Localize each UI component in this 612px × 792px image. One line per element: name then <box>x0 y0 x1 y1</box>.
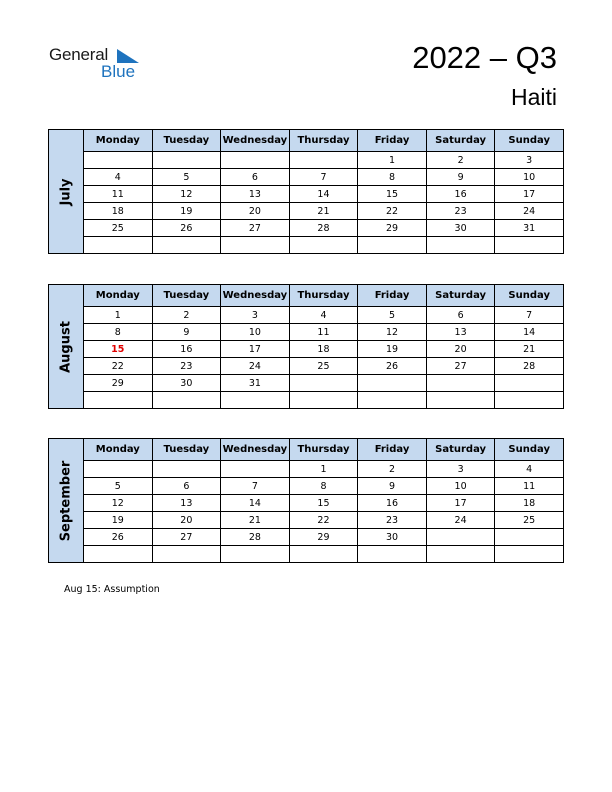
day-cell: 17 <box>426 495 495 512</box>
month-label <box>49 285 84 409</box>
day-cell <box>221 392 290 409</box>
day-cell <box>221 237 290 254</box>
day-cell: 8 <box>358 169 427 186</box>
day-cell: 29 <box>289 529 358 546</box>
day-cell: 27 <box>221 220 290 237</box>
week-row <box>49 546 564 563</box>
week-row <box>49 307 564 324</box>
day-cell: 4 <box>289 307 358 324</box>
week-row <box>49 152 564 169</box>
day-cell <box>221 152 290 169</box>
day-cell: 29 <box>358 220 427 237</box>
weekday-header: Tuesday <box>152 130 221 152</box>
weekday-header: Saturday <box>426 285 495 307</box>
day-cell: 4 <box>495 461 564 478</box>
day-cell <box>84 546 153 563</box>
week-row <box>49 203 564 220</box>
weekday-header: Monday <box>84 130 153 152</box>
day-cell: 30 <box>426 220 495 237</box>
day-cell: 18 <box>495 495 564 512</box>
day-cell: 16 <box>152 341 221 358</box>
day-cell: 22 <box>289 512 358 529</box>
weekday-header: Wednesday <box>221 439 290 461</box>
week-row <box>49 220 564 237</box>
day-cell: 25 <box>84 220 153 237</box>
day-cell <box>495 375 564 392</box>
day-cell <box>152 546 221 563</box>
day-cell: 18 <box>289 341 358 358</box>
weekday-header: Thursday <box>289 439 358 461</box>
day-cell: 7 <box>289 169 358 186</box>
day-cell: 13 <box>221 186 290 203</box>
day-cell: 6 <box>152 478 221 495</box>
day-cell: 6 <box>221 169 290 186</box>
day-cell: 31 <box>495 220 564 237</box>
day-cell: 2 <box>358 461 427 478</box>
month-name: July <box>58 177 74 206</box>
logo-general-text: General <box>49 45 109 64</box>
week-row <box>49 237 564 254</box>
day-cell: 4 <box>84 169 153 186</box>
day-cell: 26 <box>152 220 221 237</box>
day-cell <box>426 546 495 563</box>
weekday-header: Sunday <box>495 285 564 307</box>
day-cell: 29 <box>84 375 153 392</box>
day-cell: 15 <box>358 186 427 203</box>
day-cell: 3 <box>426 461 495 478</box>
week-row <box>49 169 564 186</box>
weekday-header: Tuesday <box>152 439 221 461</box>
day-cell: 21 <box>495 341 564 358</box>
day-cell: 12 <box>358 324 427 341</box>
day-cell: 7 <box>221 478 290 495</box>
week-row <box>49 358 564 375</box>
weekday-header: Wednesday <box>221 285 290 307</box>
day-cell: 17 <box>221 341 290 358</box>
day-cell: 1 <box>358 152 427 169</box>
day-cell: 21 <box>221 512 290 529</box>
day-cell: 10 <box>221 324 290 341</box>
day-cell: 10 <box>495 169 564 186</box>
day-cell: 2 <box>152 307 221 324</box>
day-cell <box>84 152 153 169</box>
day-cell: 19 <box>84 512 153 529</box>
day-cell: 26 <box>358 358 427 375</box>
day-cell: 7 <box>495 307 564 324</box>
day-cell <box>289 152 358 169</box>
weekday-header: Friday <box>358 439 427 461</box>
day-cell: 27 <box>152 529 221 546</box>
weekday-header: Wednesday <box>221 130 290 152</box>
day-cell: 1 <box>289 461 358 478</box>
weekday-header: Sunday <box>495 130 564 152</box>
week-row <box>49 529 564 546</box>
day-cell: 11 <box>495 478 564 495</box>
month-label <box>49 439 84 563</box>
week-row <box>49 478 564 495</box>
day-cell: 19 <box>358 341 427 358</box>
day-cell: 24 <box>221 358 290 375</box>
day-cell: 14 <box>495 324 564 341</box>
weekday-header: Friday <box>358 285 427 307</box>
weekday-header: Friday <box>358 130 427 152</box>
day-cell: 19 <box>152 203 221 220</box>
day-cell: 12 <box>84 495 153 512</box>
day-cell: 14 <box>289 186 358 203</box>
month-name: September <box>58 460 74 541</box>
weekday-header: Monday <box>84 439 153 461</box>
day-cell: 9 <box>358 478 427 495</box>
day-cell: 2 <box>426 152 495 169</box>
logo-flag-icon <box>117 49 139 63</box>
day-cell <box>358 392 427 409</box>
week-row <box>49 392 564 409</box>
day-cell <box>495 392 564 409</box>
month-name: August <box>58 320 74 373</box>
day-cell <box>426 392 495 409</box>
day-cell <box>84 392 153 409</box>
day-cell: 13 <box>152 495 221 512</box>
calendar-table <box>48 438 564 563</box>
day-cell: 15 <box>84 341 153 358</box>
month-calendar-july <box>48 129 564 254</box>
day-cell: 9 <box>426 169 495 186</box>
day-cell: 17 <box>495 186 564 203</box>
day-cell: 23 <box>426 203 495 220</box>
logo <box>49 45 149 81</box>
day-cell <box>495 529 564 546</box>
day-cell <box>221 546 290 563</box>
day-cell: 12 <box>152 186 221 203</box>
week-row <box>49 461 564 478</box>
day-cell: 14 <box>221 495 290 512</box>
day-cell: 8 <box>289 478 358 495</box>
day-cell: 22 <box>358 203 427 220</box>
day-cell: 30 <box>358 529 427 546</box>
week-row <box>49 186 564 203</box>
day-cell <box>152 152 221 169</box>
day-cell: 20 <box>426 341 495 358</box>
day-cell <box>495 237 564 254</box>
day-cell <box>358 546 427 563</box>
day-cell: 26 <box>84 529 153 546</box>
day-cell <box>495 546 564 563</box>
month-label <box>49 130 84 254</box>
day-cell: 28 <box>289 220 358 237</box>
weekday-header: Monday <box>84 285 153 307</box>
day-cell: 24 <box>495 203 564 220</box>
month-calendar-august <box>48 284 564 409</box>
weekday-header: Thursday <box>289 285 358 307</box>
weekday-header: Sunday <box>495 439 564 461</box>
week-row <box>49 341 564 358</box>
day-cell: 23 <box>358 512 427 529</box>
week-row <box>49 375 564 392</box>
day-cell <box>289 392 358 409</box>
day-cell: 5 <box>152 169 221 186</box>
month-calendar-september <box>48 438 564 563</box>
country-name: Haiti <box>510 84 557 110</box>
day-cell: 15 <box>289 495 358 512</box>
day-cell <box>221 461 290 478</box>
day-cell: 18 <box>84 203 153 220</box>
day-cell: 31 <box>221 375 290 392</box>
day-cell <box>152 461 221 478</box>
day-cell: 25 <box>495 512 564 529</box>
logo-blue-text: Blue <box>101 62 136 81</box>
day-cell: 5 <box>358 307 427 324</box>
day-cell <box>289 546 358 563</box>
day-cell <box>426 375 495 392</box>
day-cell: 11 <box>84 186 153 203</box>
day-cell <box>358 375 427 392</box>
day-cell: 13 <box>426 324 495 341</box>
day-cell <box>426 529 495 546</box>
day-cell: 9 <box>152 324 221 341</box>
day-cell: 24 <box>426 512 495 529</box>
day-cell: 3 <box>495 152 564 169</box>
day-cell: 6 <box>426 307 495 324</box>
weekday-header: Tuesday <box>152 285 221 307</box>
day-cell: 1 <box>84 307 153 324</box>
day-cell: 10 <box>426 478 495 495</box>
day-cell: 11 <box>289 324 358 341</box>
weekday-header: Thursday <box>289 130 358 152</box>
day-cell: 3 <box>221 307 290 324</box>
day-cell: 8 <box>84 324 153 341</box>
day-cell: 16 <box>358 495 427 512</box>
weekday-header: Saturday <box>426 130 495 152</box>
day-cell: 28 <box>221 529 290 546</box>
day-cell: 21 <box>289 203 358 220</box>
week-row <box>49 512 564 529</box>
day-cell: 20 <box>152 512 221 529</box>
calendar-table <box>48 284 564 409</box>
day-cell: 20 <box>221 203 290 220</box>
week-row <box>49 495 564 512</box>
page-title: 2022 – Q3 <box>412 40 557 75</box>
day-cell <box>84 237 153 254</box>
day-cell <box>152 392 221 409</box>
day-cell <box>358 237 427 254</box>
calendar-table <box>48 129 564 254</box>
day-cell: 23 <box>152 358 221 375</box>
day-cell: 16 <box>426 186 495 203</box>
day-cell: 28 <box>495 358 564 375</box>
day-cell <box>84 461 153 478</box>
weekday-header: Saturday <box>426 439 495 461</box>
day-cell: 30 <box>152 375 221 392</box>
day-cell <box>426 237 495 254</box>
week-row <box>49 324 564 341</box>
day-cell: 5 <box>84 478 153 495</box>
day-cell <box>289 375 358 392</box>
day-cell <box>289 237 358 254</box>
day-cell: 25 <box>289 358 358 375</box>
holiday-notes: Aug 15: Assumption <box>64 584 160 595</box>
day-cell: 22 <box>84 358 153 375</box>
day-cell: 27 <box>426 358 495 375</box>
day-cell <box>152 237 221 254</box>
